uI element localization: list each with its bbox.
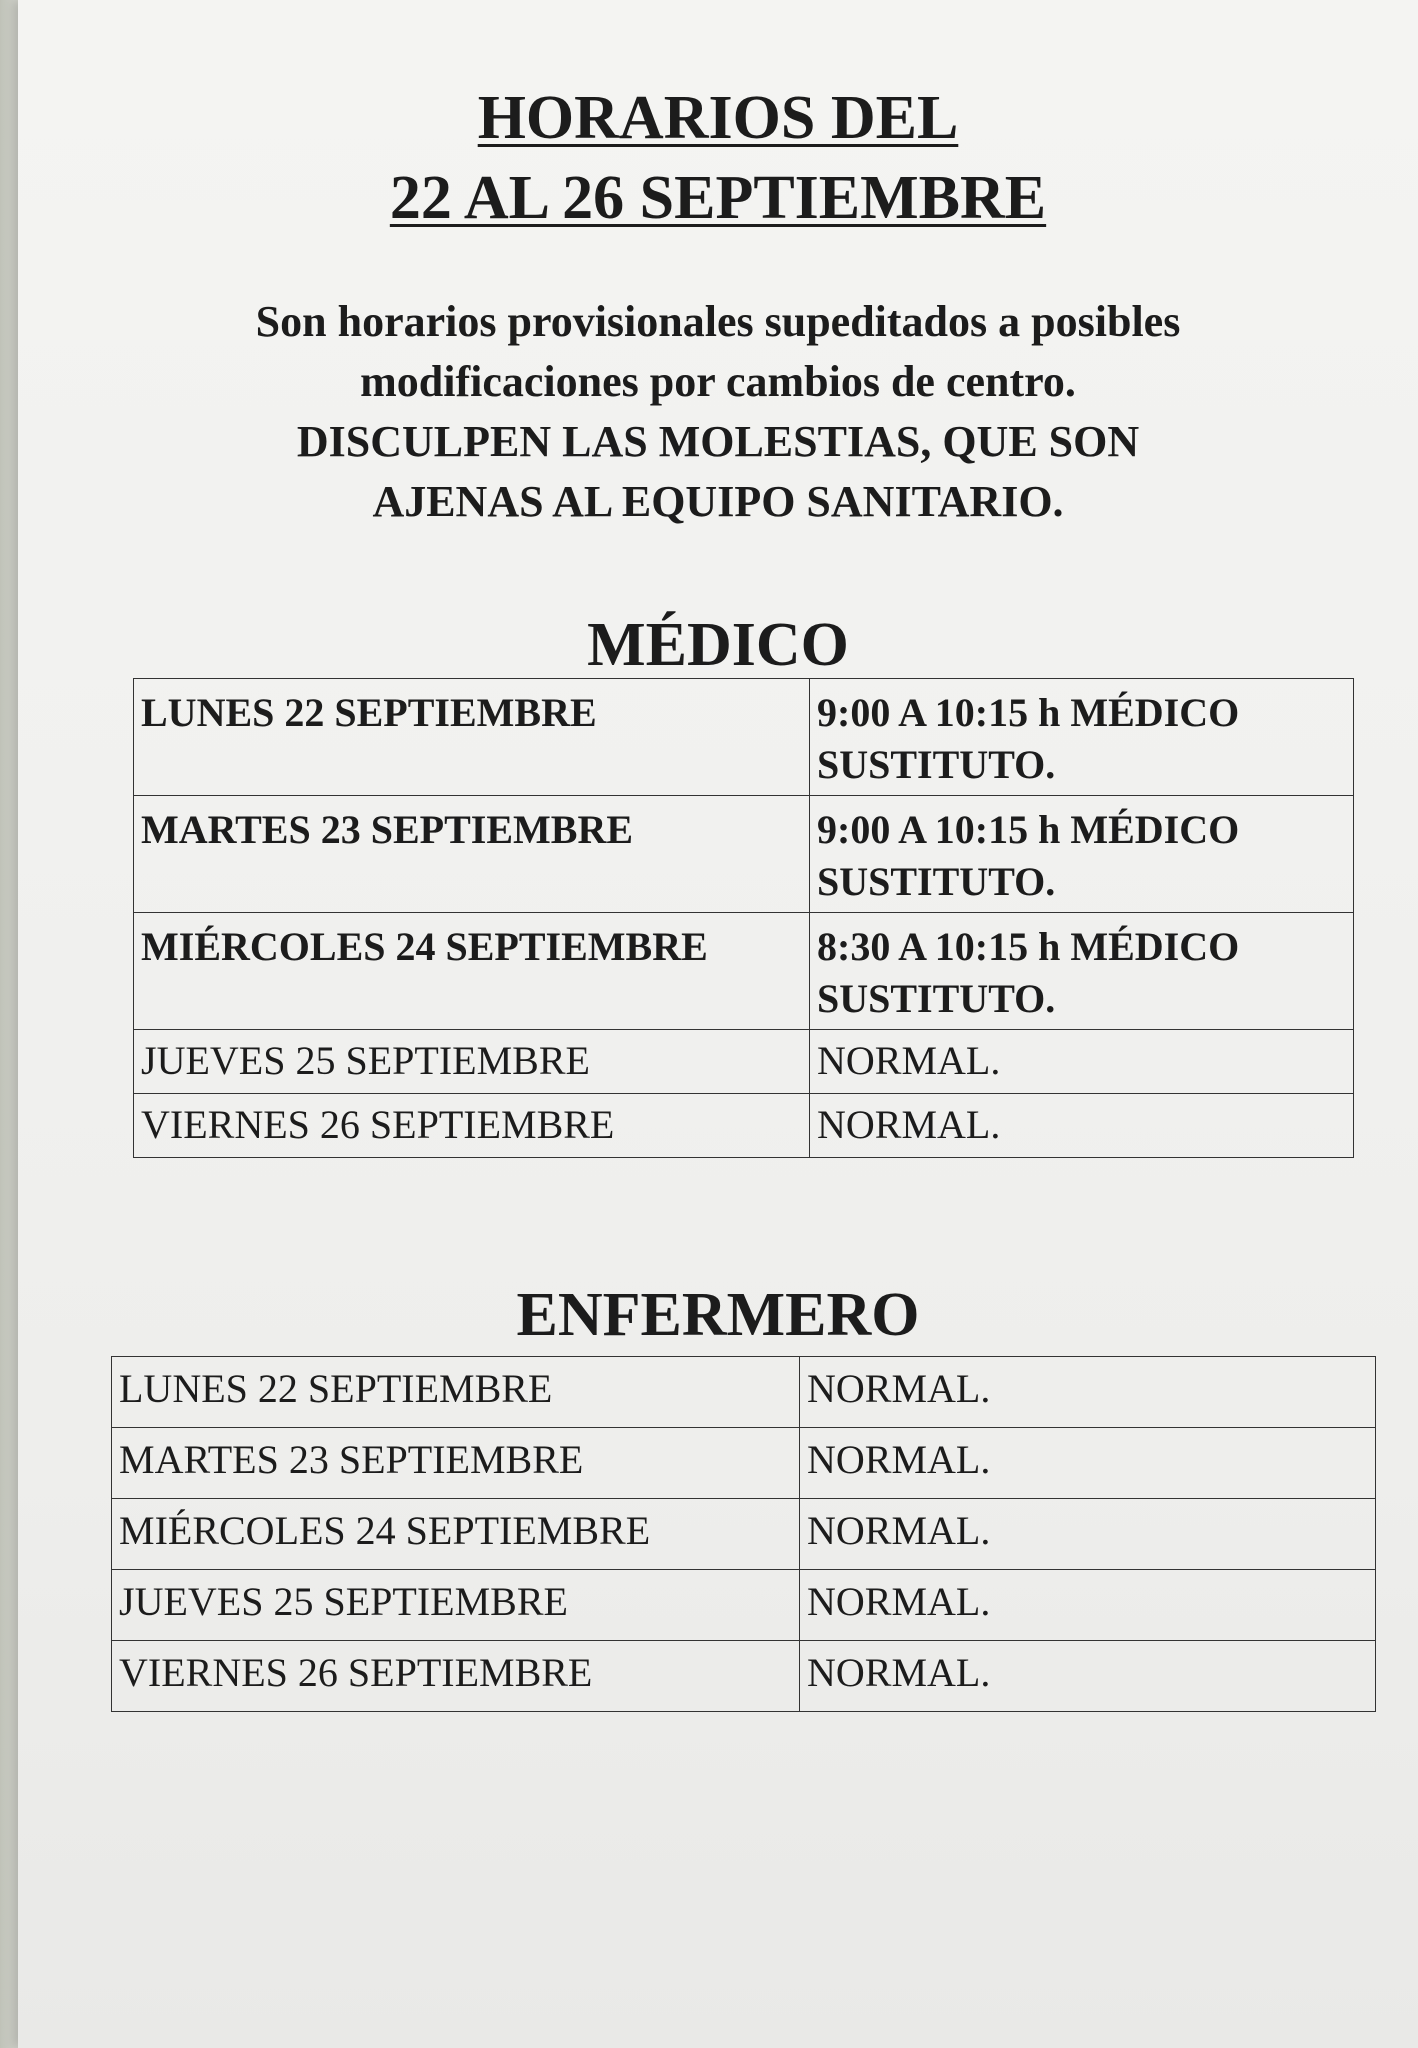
day-cell: JUEVES 25 SEPTIEMBRE	[134, 1030, 810, 1094]
schedule-cell	[810, 679, 1354, 796]
schedule-cell: NORMAL.	[800, 1499, 1376, 1570]
schedule-cell: NORMAL.	[800, 1357, 1376, 1428]
table-row	[134, 1030, 1354, 1094]
schedule-cell: NORMAL.	[810, 1030, 1354, 1094]
table-row	[134, 913, 1354, 1030]
schedule-line: 9:00 A 10:15 h MÉDICO	[817, 690, 1240, 735]
schedule-cell	[810, 913, 1354, 1030]
schedule-line: SUSTITUTO.	[817, 859, 1056, 904]
schedule-line: 9:00 A 10:15 h MÉDICO	[817, 807, 1240, 852]
schedule-cell: NORMAL.	[800, 1641, 1376, 1712]
notice-text	[18, 292, 1418, 532]
day-cell: MIÉRCOLES 24 SEPTIEMBRE	[134, 913, 810, 1030]
title-line-1: HORARIOS DEL	[477, 84, 959, 152]
day-cell: MARTES 23 SEPTIEMBRE	[134, 796, 810, 913]
schedule-cell	[810, 796, 1354, 913]
table-row	[134, 796, 1354, 913]
table-row	[112, 1357, 1376, 1428]
day-cell: MARTES 23 SEPTIEMBRE	[112, 1428, 800, 1499]
notice-line-1: Son horarios provisionales supeditados a posibles	[255, 297, 1181, 346]
day-cell: JUEVES 25 SEPTIEMBRE	[112, 1570, 800, 1641]
table-row	[112, 1641, 1376, 1712]
notice-line-2: modificaciones por cambios de centro.	[360, 357, 1076, 406]
notice-line-3: DISCULPEN LAS MOLESTIAS, QUE SON	[296, 417, 1140, 466]
schedule-cell: NORMAL.	[800, 1428, 1376, 1499]
day-cell: MIÉRCOLES 24 SEPTIEMBRE	[112, 1499, 800, 1570]
enfermero-schedule-table	[111, 1356, 1376, 1712]
day-cell: LUNES 22 SEPTIEMBRE	[112, 1357, 800, 1428]
medico-schedule-table	[133, 678, 1354, 1158]
notice-sheet	[18, 0, 1418, 2048]
day-cell: LUNES 22 SEPTIEMBRE	[134, 679, 810, 796]
table-row	[112, 1428, 1376, 1499]
title-line-2: 22 AL 26 SEPTIEMBRE	[389, 164, 1047, 232]
schedule-line: 8:30 A 10:15 h MÉDICO	[817, 924, 1240, 969]
notice-line-4: AJENAS AL EQUIPO SANITARIO.	[372, 477, 1064, 526]
schedule-line: SUSTITUTO.	[817, 742, 1056, 787]
enfermero-heading: ENFERMERO	[516, 1281, 920, 1349]
table-row	[112, 1499, 1376, 1570]
day-cell: VIERNES 26 SEPTIEMBRE	[134, 1094, 810, 1158]
table-row	[134, 679, 1354, 796]
schedule-cell: NORMAL.	[810, 1094, 1354, 1158]
schedule-line: SUSTITUTO.	[817, 976, 1056, 1021]
table-row	[112, 1570, 1376, 1641]
table-row	[134, 1094, 1354, 1158]
day-cell: VIERNES 26 SEPTIEMBRE	[112, 1641, 800, 1712]
schedule-cell: NORMAL.	[800, 1570, 1376, 1641]
page-title	[18, 78, 1418, 238]
medico-heading: MÉDICO	[587, 611, 849, 679]
